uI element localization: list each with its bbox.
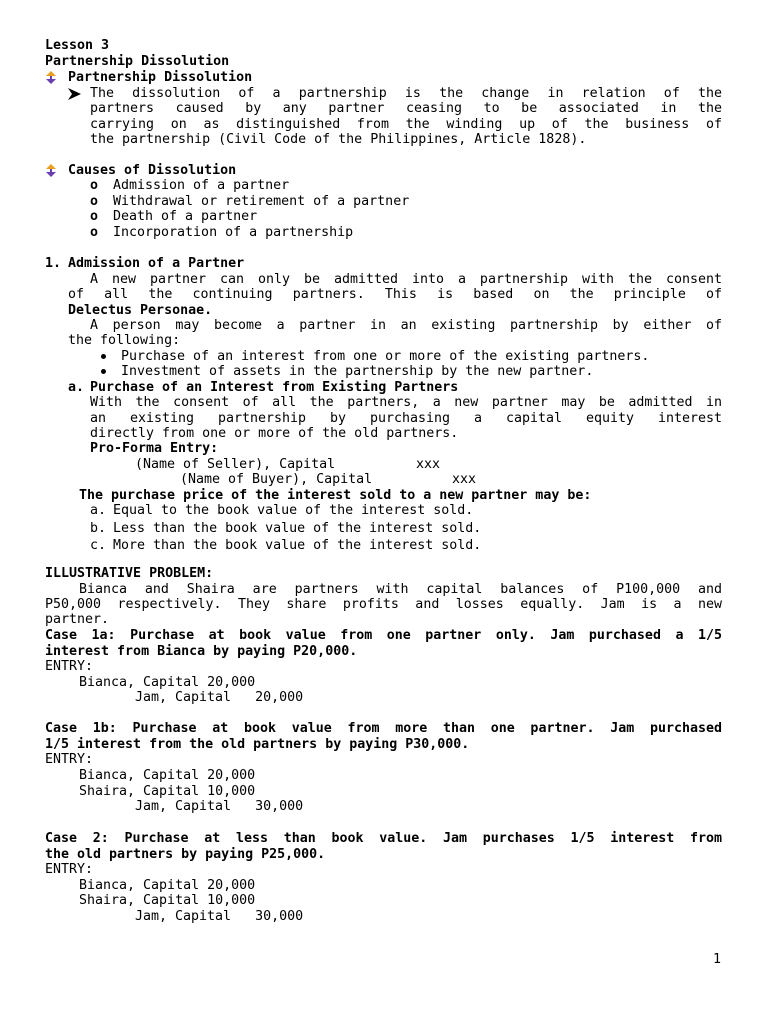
cause-item: Withdrawal or retirement of a partner — [113, 194, 410, 209]
dissolution-text-2: partners caused by any partner ceasing to be associated in the — [90, 101, 722, 116]
journal-credit: Jam, Capital 20,000 — [135, 690, 304, 705]
admission-p1-line2: of all the continuing partners. This is based on the principle of — [68, 287, 722, 302]
bullet-o: o — [90, 194, 99, 209]
section-heading-dissolution: Partnership Dissolution — [68, 70, 253, 85]
admission-bullet: Purchase of an interest from one or more of the existing partners. — [121, 349, 650, 364]
proforma-debit-amount: xxx — [416, 457, 441, 472]
proforma-credit: (Name of Buyer), Capital — [180, 472, 373, 487]
cause-item: Death of a partner — [113, 209, 258, 224]
section-heading-causes: Causes of Dissolution — [68, 163, 237, 178]
dissolution-text-3: carrying on as distinguished from the winding up of the business of — [90, 117, 722, 132]
case2-heading-1: Case 2: Purchase at less than book value. Jam purchases 1/5 interest from — [45, 831, 722, 846]
entry-label: ENTRY: — [45, 862, 94, 877]
journal-debit: Bianca, Capital 20,000 — [79, 768, 256, 783]
case1a-heading-1: Case 1a: Purchase at book value from one partner only. Jam purchased a 1/5 — [45, 628, 722, 643]
problem-intro-3: partner. — [45, 612, 110, 627]
journal-debit: Bianca, Capital 20,000 — [79, 675, 256, 690]
bullet-o: o — [90, 225, 99, 240]
lesson-label: Lesson 3 — [45, 38, 110, 53]
sub-a-heading: Purchase of an Interest from Existing Partners — [90, 380, 459, 395]
proforma-credit-amount: xxx — [452, 472, 477, 487]
page-title: Partnership Dissolution — [45, 54, 230, 69]
price-heading: The purchase price of the interest sold to a new partner may be: — [79, 488, 592, 503]
pin-icon — [45, 71, 57, 84]
price-letter: c. — [90, 538, 107, 553]
dissolution-text-1: The dissolution of a partnership is the change in relation of the — [90, 86, 722, 101]
bullet-dot — [101, 354, 106, 359]
arrow-icon — [68, 88, 81, 100]
price-letter: a. — [90, 503, 107, 518]
sub-a-letter: a. — [68, 380, 85, 395]
delectus-personae: Delectus Personae. — [68, 303, 213, 318]
journal-debit: Shaira, Capital 10,000 — [79, 893, 256, 908]
dissolution-text-4: the partnership (Civil Code of the Philippines, Article 1828). — [90, 132, 587, 147]
sub-a-text-1: With the consent of all the partners, a new partner may be admitted in — [90, 395, 722, 410]
journal-debit: Shaira, Capital 10,000 — [79, 784, 256, 799]
admission-heading: Admission of a Partner — [68, 256, 245, 271]
price-item: Less than the book value of the interest sold. — [113, 521, 482, 536]
journal-credit: Jam, Capital 30,000 — [135, 909, 304, 924]
sub-a-text-3: directly from one or more of the old partners. — [90, 426, 459, 441]
bullet-o: o — [90, 178, 99, 193]
admission-p1-line1: A new partner can only be admitted into a partnership with the consent — [90, 272, 722, 287]
case1a-heading-2: interest from Bianca by paying P20,000. — [45, 644, 358, 659]
entry-label: ENTRY: — [45, 752, 94, 767]
journal-credit: Jam, Capital 30,000 — [135, 799, 304, 814]
problem-intro-1: Bianca and Shaira are partners with capital balances of P100,000 and — [79, 582, 722, 597]
bullet-dot — [101, 369, 106, 374]
problem-intro-2: P50,000 respectively. They share profits and losses equally. Jam is a new — [45, 597, 722, 612]
proforma-label: Pro-Forma Entry: — [90, 441, 219, 456]
cause-item: Incorporation of a partnership — [113, 225, 354, 240]
proforma-debit: (Name of Seller), Capital — [135, 457, 336, 472]
pin-icon — [45, 164, 57, 177]
price-letter: b. — [90, 521, 107, 536]
case1b-heading-2: 1/5 interest from the old partners by paying P30,000. — [45, 737, 470, 752]
case2-heading-2: the old partners by paying P25,000. — [45, 847, 326, 862]
page-number: 1 — [713, 952, 722, 967]
price-item: Equal to the book value of the interest sold. — [113, 503, 474, 518]
admission-number: 1. — [45, 256, 62, 271]
price-item: More than the book value of the interest sold. — [113, 538, 482, 553]
bullet-o: o — [90, 209, 99, 224]
entry-label: ENTRY: — [45, 659, 94, 674]
cause-item: Admission of a partner — [113, 178, 290, 193]
admission-p2-line1: A person may become a partner in an existing partnership by either of — [90, 318, 722, 333]
journal-debit: Bianca, Capital 20,000 — [79, 878, 256, 893]
case1b-heading-1: Case 1b: Purchase at book value from more than one partner. Jam purchased — [45, 721, 722, 736]
admission-p2-line2: the following: — [68, 333, 181, 348]
problem-heading: ILLUSTRATIVE PROBLEM: — [45, 566, 214, 581]
sub-a-text-2: an existing partnership by purchasing a capital equity interest — [90, 411, 722, 426]
admission-bullet: Investment of assets in the partnership by the new partner. — [121, 364, 594, 379]
